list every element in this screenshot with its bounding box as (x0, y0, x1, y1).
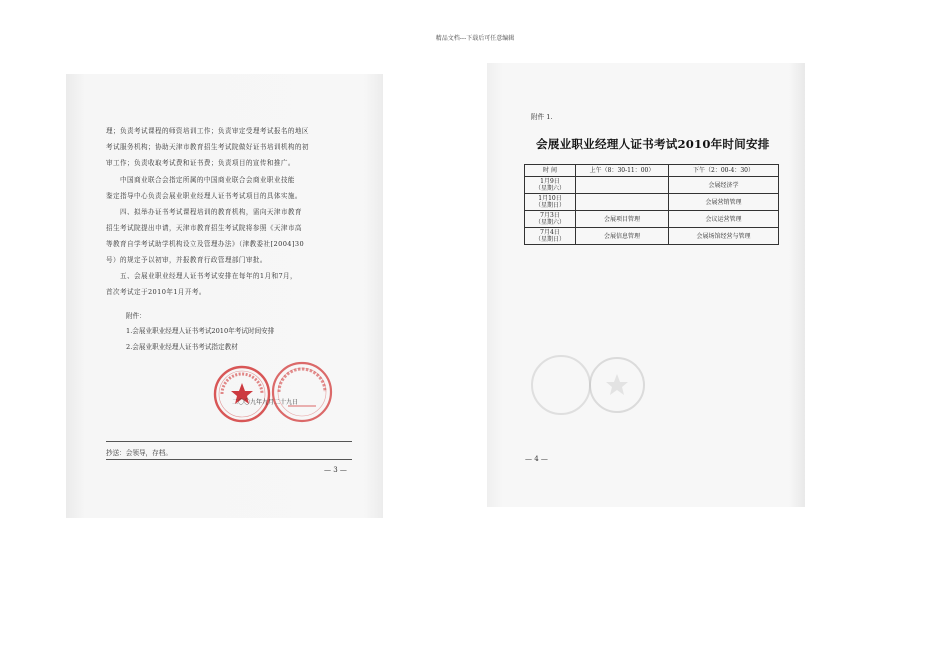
table-row (525, 211, 779, 228)
bleed-through-seal (529, 353, 593, 417)
afternoon-cell: 会展场馆经营与管理 (669, 228, 779, 245)
text-line: 等教育自学考试助学机构设立及管理办法》（津教委社[2004]30 (106, 240, 305, 248)
date-cell (525, 194, 576, 211)
divider (106, 459, 352, 460)
table-header-cell: 上午（8：30-11：00） (576, 165, 669, 177)
table-row (525, 194, 779, 211)
right-scanned-page (487, 63, 805, 507)
divider (106, 441, 352, 442)
text-line: 鉴定指导中心负责会展业职业经理人证书考试项目的具体实施。 (106, 192, 302, 200)
weekday-text: （星期日） (534, 236, 565, 243)
afternoon-cell: 会展营销管理 (669, 194, 779, 211)
attachment-item: 1.会展业职业经理人证书考试2010年考试时间安排 (126, 327, 275, 335)
text-line: 招生考试院提出申请，天津市教育招生考试院将参照《天津市高 (106, 224, 302, 232)
text-line: 首次考试定于2010年1月开考。 (106, 288, 206, 296)
attachment-label: 附件 1. (531, 113, 553, 121)
exam-schedule-table (524, 164, 779, 245)
afternoon-cell: 会展经济学 (669, 177, 779, 194)
date-text: 7月4日 (540, 229, 560, 236)
document-header: 精品文档---下载后可任意编辑 (435, 35, 515, 42)
date-cell (525, 228, 576, 245)
text-line: 四、拟举办证书考试课程培训的教育机构，需向天津市教育 (106, 208, 302, 216)
table-row (525, 177, 779, 194)
text-line: 号）的规定予以初审，并报教育行政管理部门审批。 (106, 256, 267, 264)
issue-date: 二〇〇九年九月二十九日 (232, 399, 299, 406)
afternoon-cell: 会议运营管理 (669, 211, 779, 228)
attachment-item: 2.会展业职业经理人证书考试指定教材 (126, 343, 238, 351)
text-line: 审工作；负责收取考试费和证书费；负责项目的宣传和推广。 (106, 159, 295, 167)
date-cell (525, 177, 576, 194)
morning-cell: 会展项目管理 (576, 211, 669, 228)
date-text: 1月10日 (538, 195, 562, 202)
morning-cell (576, 194, 669, 211)
seal-stamp-commerce (212, 364, 272, 424)
schedule-title: 会展业职业经理人证书考试2010年时间安排 (536, 137, 770, 151)
bleed-through-seal (587, 355, 647, 415)
text-line: 考试服务机构；协助天津市教育招生考试院做好证书培训机构的初 (106, 143, 309, 151)
date-cell (525, 211, 576, 228)
left-scanned-page (66, 74, 383, 518)
table-header-row (525, 165, 779, 177)
weekday-text: （星期六） (534, 219, 565, 226)
attachments-label: 附件： (126, 312, 146, 320)
weekday-text: （星期日） (534, 202, 565, 209)
text-line: 中国商业联合会指定所属的中国商业联合会商业职业技能 (106, 176, 295, 184)
page-number: — 4 — (525, 455, 548, 463)
page-number: — 3 — (324, 466, 347, 474)
seal-stamp-exam-authority (270, 360, 334, 424)
morning-cell: 会展信息管理 (576, 228, 669, 245)
text-line: 五、会展业职业经理人证书考试安排在每年的1月和7月， (106, 272, 298, 280)
morning-cell (576, 177, 669, 194)
weekday-text: （星期六） (534, 185, 565, 192)
table-header-cell: 下午（2：00-4：30） (669, 165, 779, 177)
date-text: 7月3日 (540, 212, 560, 219)
table-header-cell: 时 间 (525, 165, 576, 177)
date-text: 1月9日 (540, 178, 560, 185)
text-line: 理；负责考试课程的师资培训工作；负责审定受理考试报名的地区 (106, 127, 309, 135)
table-row (525, 228, 779, 245)
cc-line: 抄送：会领导，存档。 (106, 449, 172, 457)
